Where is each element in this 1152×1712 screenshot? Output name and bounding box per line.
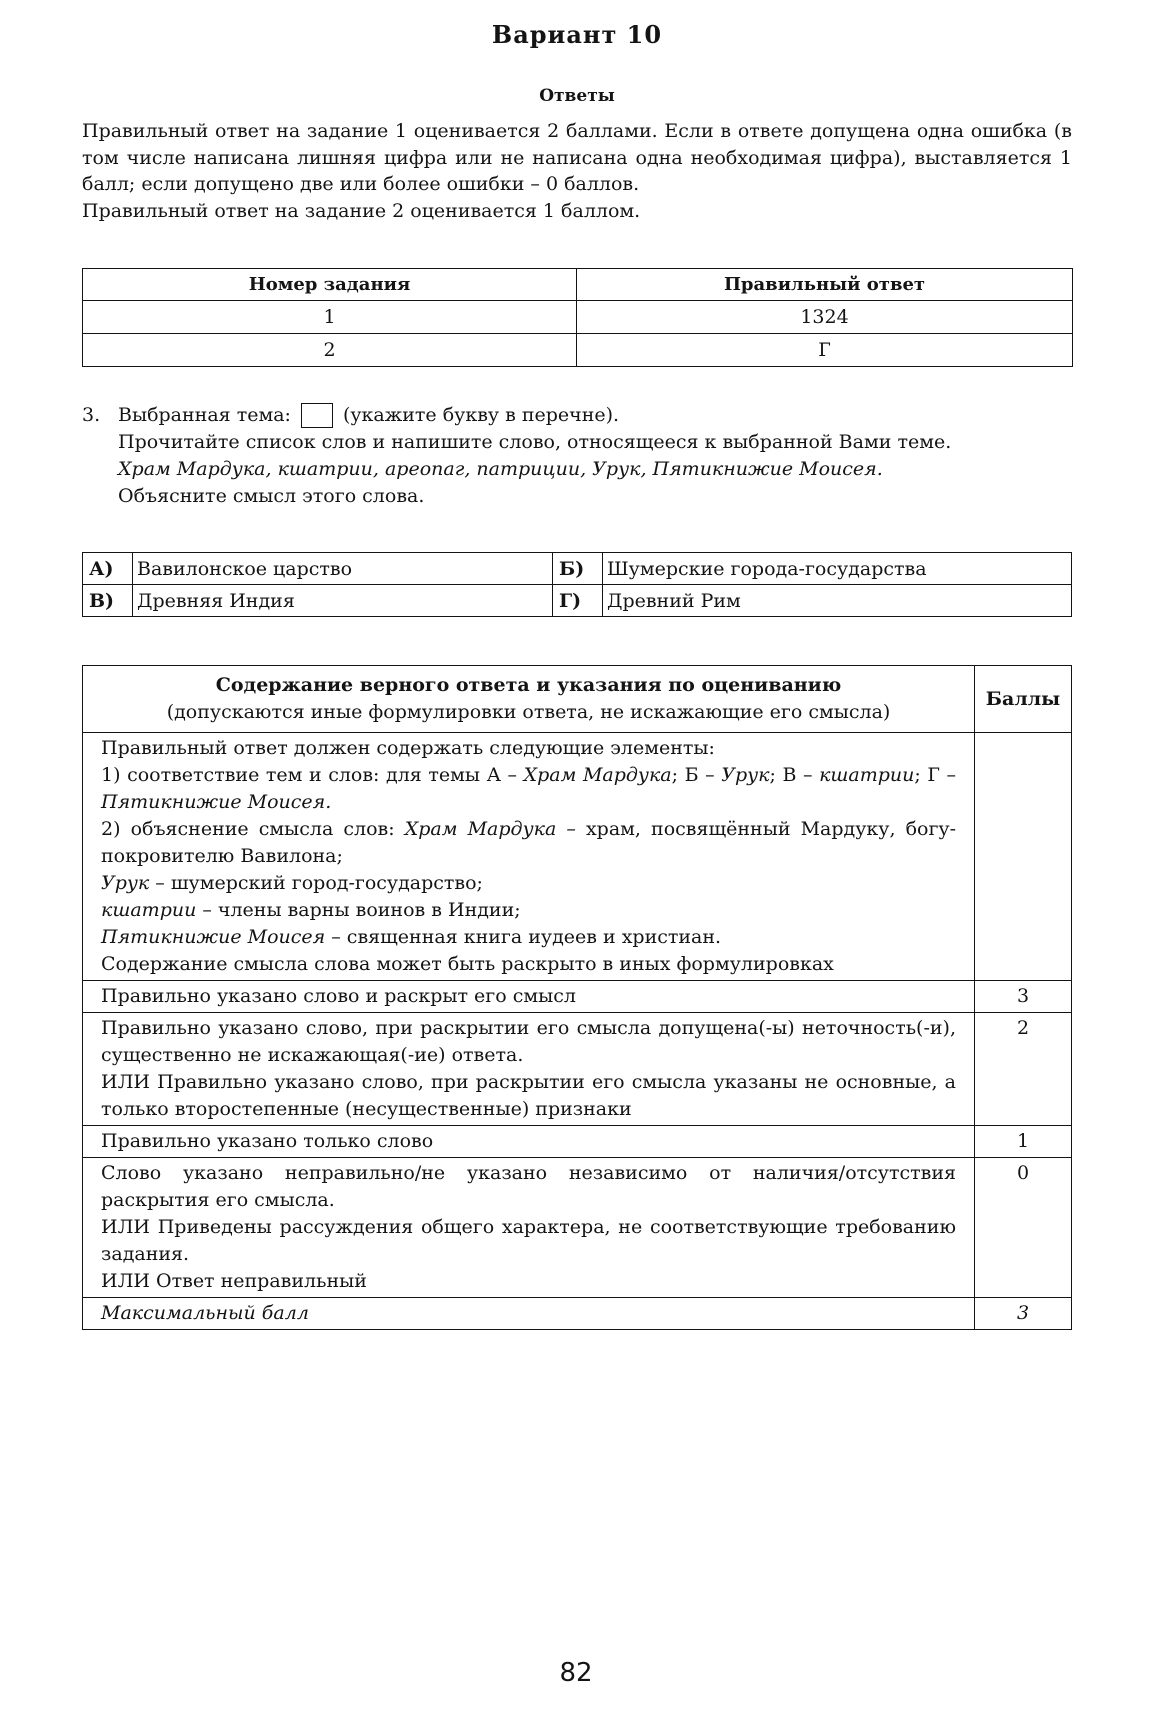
criteria-row — [83, 1013, 1072, 1126]
criteria-text — [83, 1158, 975, 1298]
grading-table — [82, 665, 1072, 1330]
answer-text: ; В – — [769, 764, 820, 786]
task-3-word-list: Храм Мардука, кшатрии, ареопаг, патриции, Урук, Пятикнижие Моисея. — [118, 458, 883, 480]
criteria-line: ИЛИ Правильно указано слово, при раскрытии его смысла указаны не основные, а только второстепенные (несущественные) признаки — [101, 1071, 956, 1120]
intro-paragraph-1: Правильный ответ на задание 1 оценивается 2 баллами. Если в ответе допущена одна ошибка (в том числе написана лишняя цифра или не написана одна необходимая цифра), выставляется 1 балл; если допущено две или более ошибки – 0 баллов. — [82, 120, 1072, 195]
answer-word: Урук — [721, 764, 770, 786]
criteria-line: Правильно указано только слово — [101, 1130, 434, 1152]
topics-table — [82, 552, 1072, 617]
task-3-label: Выбранная тема: — [118, 404, 291, 426]
max-score-value: 3 — [975, 1298, 1072, 1330]
correct-answer-content — [83, 733, 975, 981]
topic-text: Шумерские города-государства — [603, 553, 1072, 585]
grading-header-row — [83, 666, 1072, 733]
task-3-topic-line — [82, 402, 1072, 429]
answer-item-1 — [101, 762, 956, 816]
answer-cell: 1324 — [577, 301, 1073, 334]
answer-word: Пятикнижие Моисея. — [101, 791, 332, 813]
criteria-line: Правильно указано слово, при раскрытии его смысла допущена(-ы) неточность(-и), существенно не искажающая(-ие) ответа. — [101, 1017, 956, 1066]
criteria-row — [83, 1126, 1072, 1158]
answer-text: – шумерский город-государство; — [149, 872, 483, 894]
answer-item-kshatriya — [101, 897, 956, 924]
task-3-explain: Объясните смысл этого слова. — [118, 485, 425, 507]
criteria-line: Правильно указано слово и раскрыт его смысл — [101, 985, 576, 1007]
task-number-cell: 2 — [83, 334, 577, 367]
header-task-number: Номер задания — [83, 269, 577, 301]
table-row — [83, 334, 1073, 367]
task-3-number: 3. — [82, 404, 101, 426]
grading-answer-row — [83, 733, 1072, 981]
max-score-row — [83, 1298, 1072, 1330]
criteria-text — [83, 1126, 975, 1158]
page-title: Вариант 10 — [491, 20, 663, 49]
topic-letter: А) — [83, 553, 133, 585]
topic-text: Древняя Индия — [133, 585, 553, 617]
answer-word: Урук — [101, 872, 150, 894]
table-row — [83, 585, 1072, 617]
intro-text — [82, 118, 1072, 224]
criteria-row — [83, 981, 1072, 1013]
topic-letter: В) — [83, 585, 133, 617]
task-3-instruction: Прочитайте список слов и напишите слово, относящееся к выбранной Вами теме. — [118, 431, 952, 453]
grading-header-content — [83, 666, 975, 733]
criteria-score: 0 — [975, 1158, 1072, 1298]
answer-text: ; Б – — [671, 764, 722, 786]
topic-letter: Г) — [553, 585, 603, 617]
criteria-line: Слово указано неправильно/не указано независимо от наличия/отсутствия раскрытия его смысла. — [101, 1162, 956, 1211]
score-cell-empty — [975, 733, 1072, 981]
table-row — [83, 301, 1073, 334]
answer-text: 1) соответствие тем и слов: для темы А – — [101, 764, 524, 786]
criteria-row — [83, 1158, 1072, 1298]
answer-text: 2) объяснение смысла слов: — [101, 818, 405, 840]
criteria-score: 2 — [975, 1013, 1072, 1126]
criteria-score: 3 — [975, 981, 1072, 1013]
answer-item-uruk — [101, 870, 956, 897]
criteria-text — [83, 1013, 975, 1126]
grading-header-note: (допускаются иные формулировки ответа, не искажающие его смысла) — [166, 701, 891, 723]
header-correct-answer: Правильный ответ — [577, 269, 1073, 301]
answer-note: Содержание смысла слова может быть раскрыто в иных формулировках — [101, 953, 834, 975]
answer-cell: Г — [577, 334, 1073, 367]
grading-header-score: Баллы — [975, 666, 1072, 733]
task-number-cell: 1 — [83, 301, 577, 334]
criteria-line: ИЛИ Приведены рассуждения общего характера, не соответствующие требованию задания. — [101, 1216, 956, 1265]
topic-letter: Б) — [553, 553, 603, 585]
task-3 — [82, 402, 1072, 510]
answer-word: кшатрии — [101, 899, 197, 921]
topic-text: Вавилонское царство — [133, 553, 553, 585]
answer-text: – храм, посвящённый Мардуку, богу-покровителю Вавилона; — [101, 818, 957, 867]
table-row — [83, 553, 1072, 585]
answer-text: ; Г – — [914, 764, 957, 786]
answer-word: Пятикнижие Моисея — [101, 926, 326, 948]
answer-text: – члены варны воинов в Индии; — [196, 899, 521, 921]
criteria-text — [83, 981, 975, 1013]
max-score-label: Максимальный балл — [83, 1298, 975, 1330]
grading-header-title: Содержание верного ответа и указания по оцениванию — [215, 674, 842, 696]
task-3-hint: (укажите букву в перечне). — [342, 404, 620, 426]
answer-word: кшатрии — [819, 764, 915, 786]
page-number: 82 — [559, 1658, 593, 1688]
answer-item-pentateuch — [101, 924, 956, 951]
answer-intro: Правильный ответ должен содержать следующие элементы: — [101, 737, 715, 759]
criteria-line: ИЛИ Ответ неправильный — [101, 1270, 367, 1292]
criteria-score: 1 — [975, 1126, 1072, 1158]
answer-word: Храм Мардука — [523, 764, 672, 786]
answers-table — [82, 268, 1073, 367]
topic-text: Древний Рим — [603, 585, 1072, 617]
answer-word: Храм Мардука — [404, 818, 557, 840]
answers-header-row — [83, 269, 1073, 301]
intro-paragraph-2: Правильный ответ на задание 2 оценивается 1 баллом. — [82, 199, 641, 222]
answer-text: – священная книга иудеев и христиан. — [325, 926, 722, 948]
section-title: Ответы — [539, 86, 615, 106]
topic-letter-box[interactable] — [301, 403, 333, 428]
answer-item-2 — [101, 816, 956, 870]
